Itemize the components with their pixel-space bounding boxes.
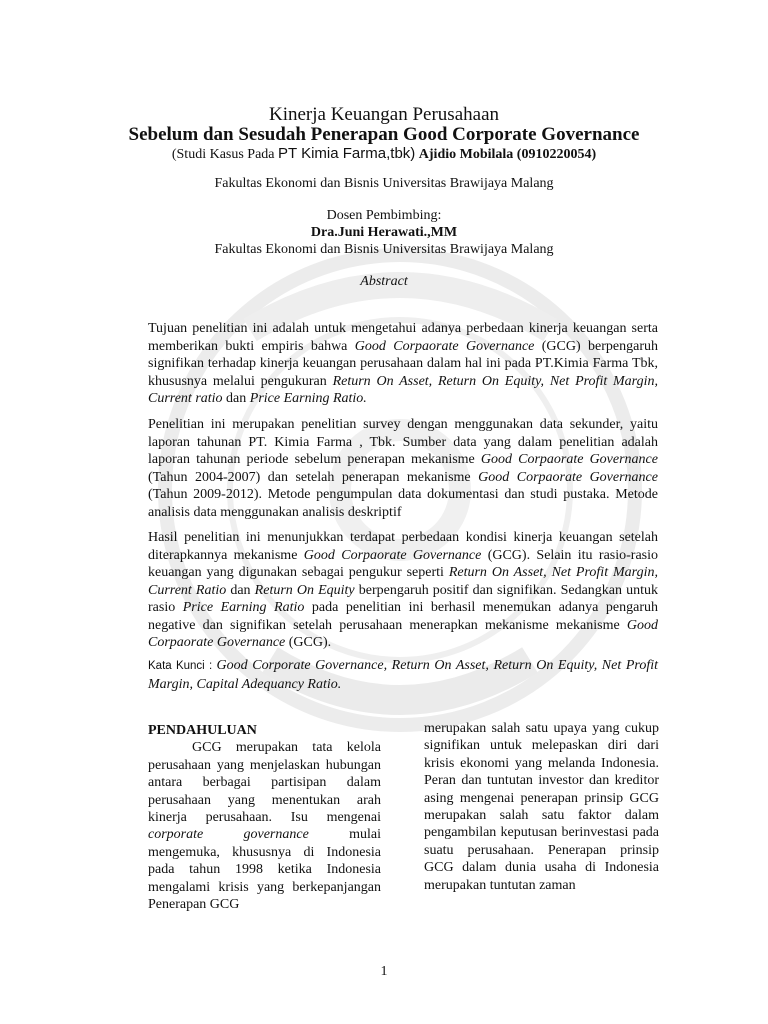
author-affiliation: Fakultas Ekonomi dan Bisnis Universitas Brawijaya Malang [214,176,554,191]
intro-left-text: GCG merupakan tata kelola perusahaan yang menjelaskan hubungan antara berbagai partisipan dalam perusahaan yang menentukan arah kinerja perusahaan. Isu mengenai corporate governance mulai mengemuka, khususnya di Indonesia pada tahun 1998 ketika Indonesia mengalami krisis yang berkepanjangan Penerapan GCG [148,740,381,913]
case-prefix: (Studi Kasus Pada [171,147,279,162]
supervisor-affiliation: Fakultas Ekonomi dan Bisnis Universitas Brawijaya Malang [214,242,554,257]
case-company: PT Kimia Farma,tbk) [278,145,416,162]
abstract-paragraph-3: Hasil penelitian ini menunjukkan terdapat perbedaan kondisi kinerja keuangan setelah diterapkannya mekanisme Good Corpaorate Governance (GCG). Selain itu rasio-rasio keuangan yang digunakan sebagai pengukur seperti Return On Asset, Net Profit Margin, Current Ratio dan Return On Equity berpengaruh positif dan signifikan. Sedangkan untuk rasio Price Earning Ratio pada penelitian ini berhasil menemukan adanya pengaruh negative dan signifikan setelah perusahaan menerapkan mekanisme mekanisme Good Corpaorate Governance (GCG). [148,530,658,650]
supervisor-name: Dra.Juni Herawati.,MM [310,225,458,240]
abstract-paragraph-2: Penelitian ini merupakan penelitian survey dengan menggunakan data sekunder, yaitu laporan tahunan PT. Kimia Farma , Tbk. Sumber data yang dalam penelitian adalah laporan tahunan periode sebelum penerapan mekanisme Good Corpaorate Governance (Tahun 2004-2007) dan setelah penerapan mekanisme Good Corpaorate Governance (Tahun 2009-2012). Metode pengumpulan data dokumentasi dan studi pustaka. Metode analisis data menggunakan analisis deskriptif [148,417,658,520]
intro-right-column [424,720,659,894]
keywords-text: Good Corporate Governance, Return On Asset, Return On Equity, Net Profit Margin, Capital Adequancy Ratio. [148,658,658,692]
case-study-line [0,145,768,163]
supervisor-label: Dosen Pembimbing: [326,208,442,223]
author-name: Ajidio Mobilala (0910220054) [418,147,597,162]
page-number: 1 [380,964,388,979]
keywords [148,657,658,693]
section-heading: PENDAHULUAN [148,723,257,738]
abstract-heading: Abstract [360,274,408,289]
paper-title-line2: Sebelum dan Sesudah Penerapan Good Corporate Governance [128,124,640,145]
keywords-label: Kata Kunci : [148,660,217,672]
intro-right-text: merupakan salah satu upaya yang cukup signifikan untuk melepaskan diri dari krisis ekonomi yang melanda Indonesia. Peran dan tuntutan investor dan kreditor asing mengenai penerapan prinsip GCG merupakan salah satu faktor dalam pengambilan keputusan berinvestasi pada suatu perusahaan. Penerapan prinsip GCG dalam dunia usaha di Indonesia merupakan tuntutan zaman [424,721,659,893]
intro-left-column [148,722,381,913]
paper-title-line1: Kinerja Keuangan Perusahaan [268,104,499,125]
abstract-paragraph-1: Tujuan penelitian ini adalah untuk mengetahui adanya perbedaan kinerja keuangan serta memberikan bukti empiris bahwa Good Corpaorate Governance (GCG) berpengaruh signifikan terhadap kinerja keuangan perusahaan dalam hal ini pada PT.Kimia Farma Tbk, khususnya melalui pengukuran Return On Asset, Return On Equity, Net Profit Margin, Current ratio dan Price Earning Ratio. [148,321,659,406]
